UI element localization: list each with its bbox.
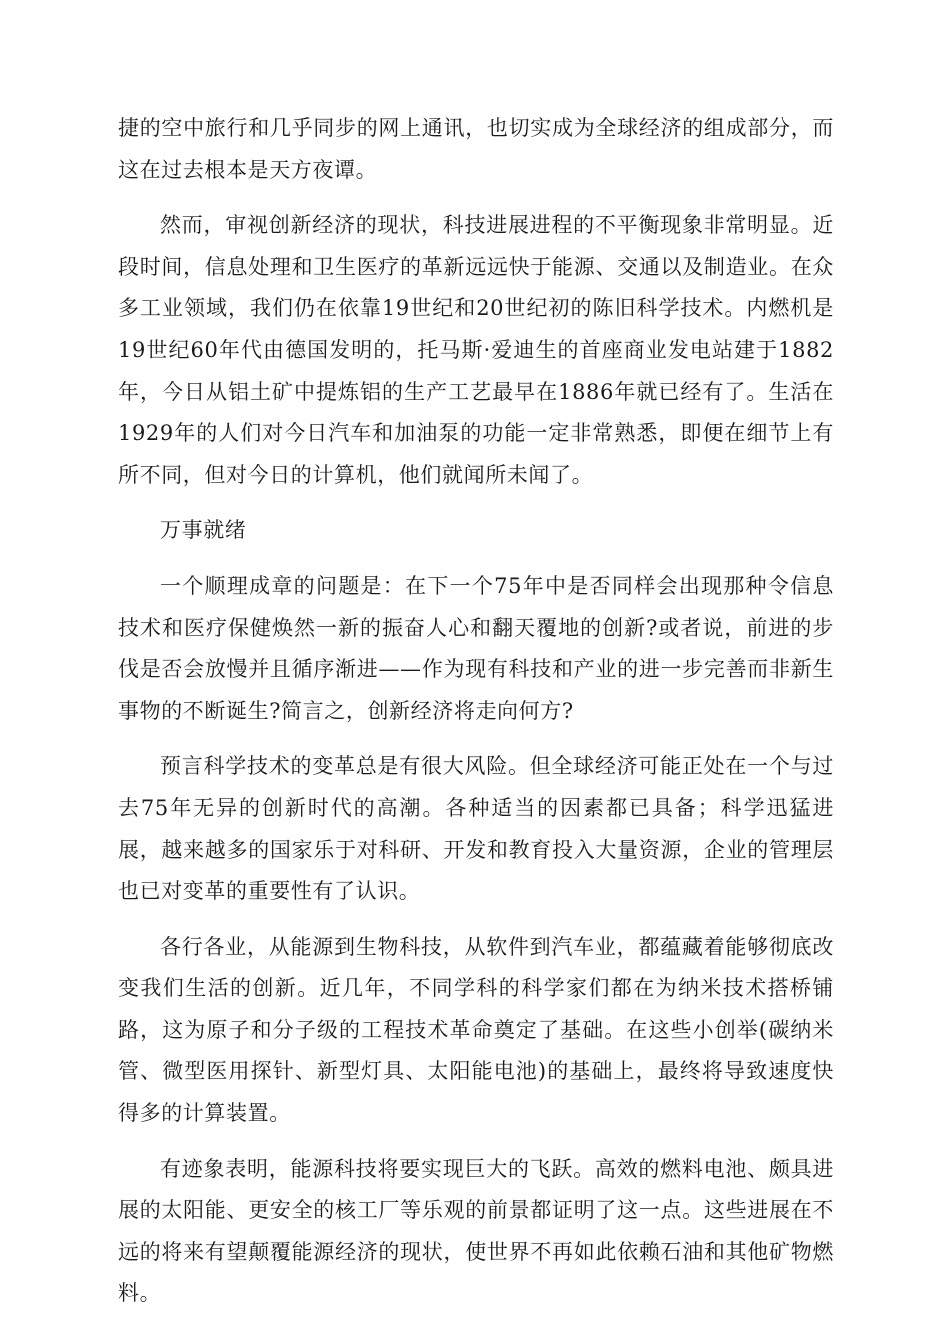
paragraph-innovation-imbalance: 然而，审视创新经济的现状，科技进展进程的不平衡现象非常明显。近段时间，信息处理和卫生医疗的革新远远快于能源、交通以及制造业。在众多工业领域，我们仍在依靠19世纪和20世纪初的陈旧科学技术。内燃机是19世纪60年代由德国发明的，托马斯·爱迪生的首座商业发电站建于1882年，今日从铝土矿中提炼铝的生产工艺最早在1886年就已经有了。生活在1929年的人们对今日汽车和加油泵的功能一定非常熟悉，即便在细节上有所不同，但对今日的计算机，他们就闻所未闻了。 xyxy=(118,213,834,487)
document-page xyxy=(118,108,834,1329)
paragraph-prediction: 预言科学技术的变革总是有很大风险。但全球经济可能正处在一个与过去75年无异的创新时代的高潮。各种适当的因素都已具备；科学迅猛进展，越来越多的国家乐于对科研、开发和教育投入大量资源，企业的管理层也已对变革的重要性有了认识。 xyxy=(118,754,834,904)
paragraph-energy: 有迹象表明，能源科技将要实现巨大的飞跃。高效的燃料电池、颇具进展的太阳能、更安全的核工厂等乐观的前景都证明了这一点。这些进展在不远的将来有望颠覆能源经济的现状，使世界不再如此依赖石油和其他矿物燃料。 xyxy=(118,1156,834,1306)
paragraph-question: 一个顺理成章的问题是：在下一个75年中是否同样会出现那种令信息技术和医疗保健焕然一新的振奋人心和翻天覆地的创新?或者说，前进的步伐是否会放慢并且循序渐进——作为现有科技和产业的进一步完善而非新生事物的不断诞生?简言之，创新经济将走向何方? xyxy=(118,573,834,723)
paragraph-continuation: 捷的空中旅行和几乎同步的网上通讯，也切实成为全球经济的组成部分，而这在过去根本是天方夜谭。 xyxy=(118,116,834,182)
section-heading: 万事就绪 xyxy=(160,518,247,543)
paragraph-industries: 各行各业，从能源到生物科技，从软件到汽车业，都蕴藏着能够彻底改变我们生活的创新。近几年，不同学科的科学家们都在为纳米技术搭桥铺路，这为原子和分子级的工程技术革命奠定了基础。在这些小创举(碳纳米管、微型医用探针、新型灯具、太阳能电池)的基础上，最终将导致速度快得多的计算装置。 xyxy=(118,934,834,1126)
